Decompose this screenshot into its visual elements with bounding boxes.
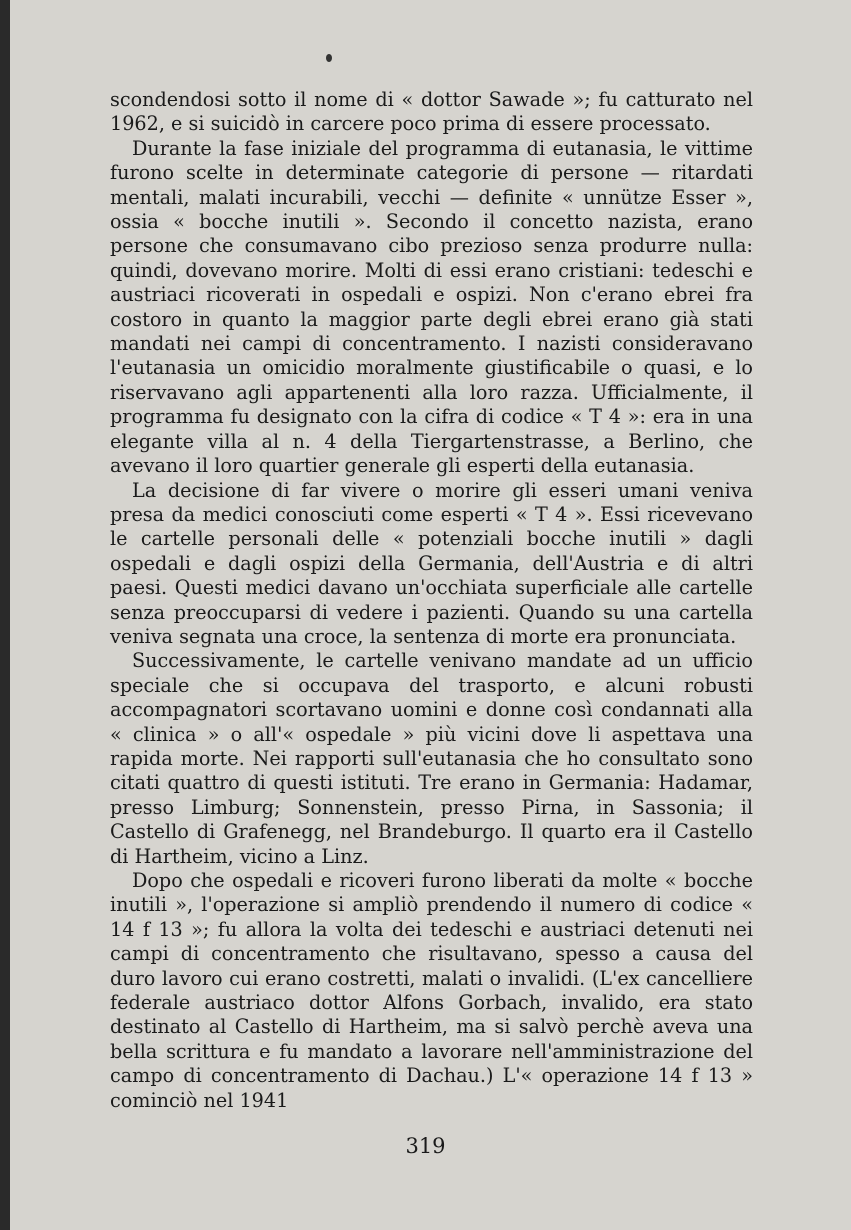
paragraph-continuation: scondendosi sotto il nome di « dottor Sawade »; fu catturato nel 1962, e si suicidò in carcere poco prima di essere processato.: [110, 88, 753, 136]
printing-mark: [326, 54, 332, 62]
paragraph-14f13: Dopo che ospedali e ricoveri furono liberati da molte « bocche inutili », l'operazione si ampliò prendendo il numero di codice « 14 f 13 »; fu allora la volta dei tedeschi e austriaci detenuti nei campi di concentramento che risultavano, spesso a causa del duro lavoro cui erano costretti, malati o invalidi. (L'ex cancelliere federale austriaco dottor Alfons Gorbach, invalido, era stato destinato al Castello di Hartheim, ma si salvò perchè aveva una bella scrittura e fu mandato a lavorare nell'amministrazione del campo di concentramento di Dachau.) L'« operazione 14 f 13 » cominciò nel 1941: [110, 869, 753, 1112]
page-number: 319: [405, 1134, 446, 1158]
paragraph-t4-experts: La decisione di far vivere o morire gli esseri umani veniva presa da medici conosciuti come esperti « T 4 ». Essi ricevevano le cartelle personali delle « potenziali bocche inutili » dagli ospedali e dagli ospizi della Germania, dell'Austria e di altri paesi. Questi medici davano un'occhiata superficiale alle cartelle senza preoccuparsi di vedere i pazienti. Quando su una cartella veniva segnata una croce, la sentenza di morte era pronunciata.: [110, 478, 753, 648]
paragraph-euthanasia-program: Durante la fase iniziale del programma di eutanasia, le vittime furono scelte in determinate categorie di persone — ritardati mentali, malati incurabili, vecchi — definite « unnütze Esser », ossia « bocche inutili ». Secondo il concetto nazista, erano persone che consumavano cibo prezioso senza produrre nulla: quindi, dovevano morire. Molti di essi erano cristiani: tedeschi e austriaci ricoverati in ospedali e ospizi. Non c'erano ebrei fra costoro in quanto la maggior parte degli ebrei erano già stati mandati nei campi di concentramento. I nazisti consideravano l'eutanasia un omicidio moralmente giustificabile o quasi, e lo riservavano agli appartenenti alla loro razza. Ufficialmente, il programma fu designato con la cifra di codice « T 4 »: era in una elegante villa al n. 4 della Tiergartenstrasse, a Berlino, che avevano il loro quartier generale gli esperti della eutanasia.: [110, 136, 753, 478]
paragraph-institutes: Successivamente, le cartelle venivano mandate ad un ufficio speciale che si occupava del trasporto, e alcuni robusti accompagnatori scortavano uomini e donne così condannati alla « clinica » o all'« ospedale » più vicini dove li aspettava una rapida morte. Nei rapporti sull'eutanasia che ho consultato sono citati quattro di questi istituti. Tre erano in Germania: Hadamar, presso Limburg; Sonnenstein, presso Pirna, in Sassonia; il Castello di Grafenegg, nel Brandeburgo. Il quarto era il Castello di Hartheim, vicino a Linz.: [110, 649, 753, 868]
binding-edge: [0, 0, 10, 1230]
body-text: [110, 88, 753, 1113]
